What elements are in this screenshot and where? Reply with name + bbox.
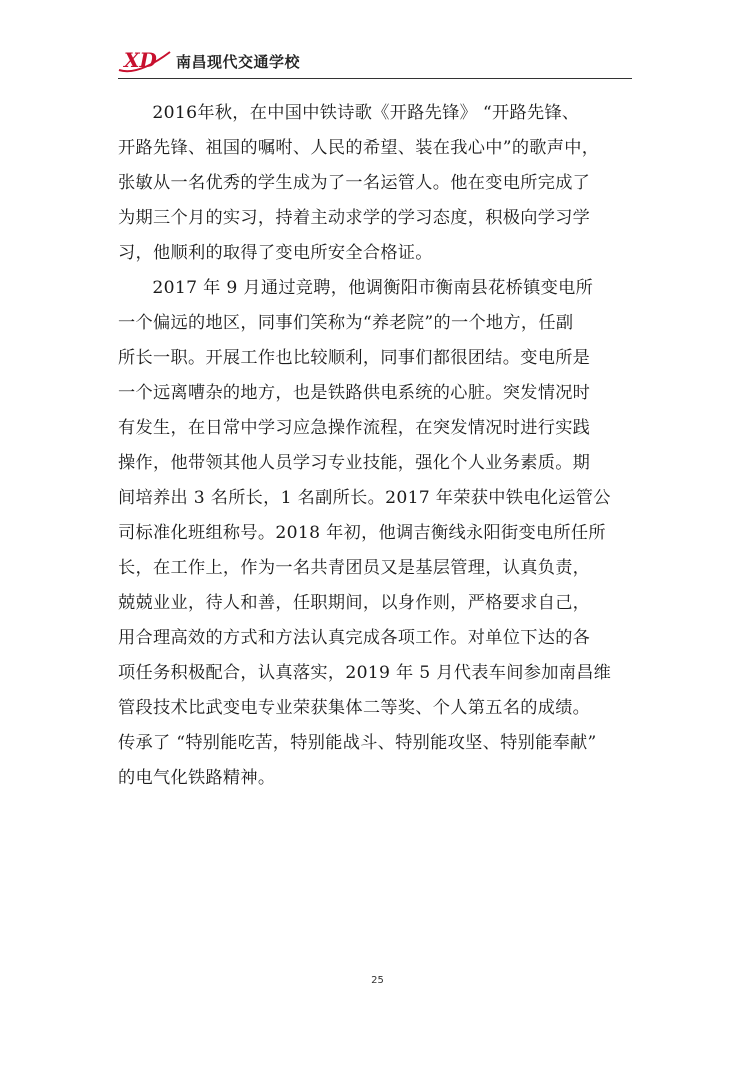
school-name: 南昌现代交通学校 [176,53,301,71]
header-divider [118,78,632,79]
svg-text:XD: XD [124,48,157,72]
school-logo-icon [118,46,172,76]
page-number: 25 [371,975,384,986]
page-header [118,44,632,78]
paragraph-2: 2017 年 9 月通过竞聘，他调衡阳市衡南县花桥镇变电所 一个偏远的地区，同事们笑称为“养老院”的一个地方，任副 所长一职。开展工作也比较顺利，同事们都很团结。变电所是 一个远离嘈杂的地方，也是铁路供电系统的心脏。突发情况时 有发生，在日常中学习应急操作流程，在突发情况时进行实践 操作，他带领其他人员学习专业技能，强化个人业务素质。期 间培养出 3 名所长，1 名副所长。2017 年荣获中铁电化运管公 司标准化班组称号。2018 年初，他调吉衡线永阳街变电所任所 长，在工作上，作为一名共青团员又是基层管理，认真负责， 兢兢业业，待人和善，任职期间，以身作则，严格要求自己， 用合理高效的方式和方法认真完成各项工作。对单位下达的各 项任务积极配合，认真落实，2019 年 5 月代表车间参加南昌维 管段技术比武变电专业荣获集体二等奖、个人第五名的成绩。 传承了 “特别能吃苦，特别能战斗、特别能攻坚、特别能奉献” 的电气化铁路精神。 [118,278,612,788]
paragraph-1: 2016年秋，在中国中铁诗歌《开路先锋》 “开路先锋、 开路先锋、祖国的嘱咐、人民的希望、装在我心中”的歌声中， 张敏从一名优秀的学生成为了一名运管人。他在变电所完成了 为期三个月的实习，持着主动求学的学习态度，积极向学习学 习，他顺利的取得了变电所安全合格证。 [118,103,600,263]
document-body [118,96,640,796]
